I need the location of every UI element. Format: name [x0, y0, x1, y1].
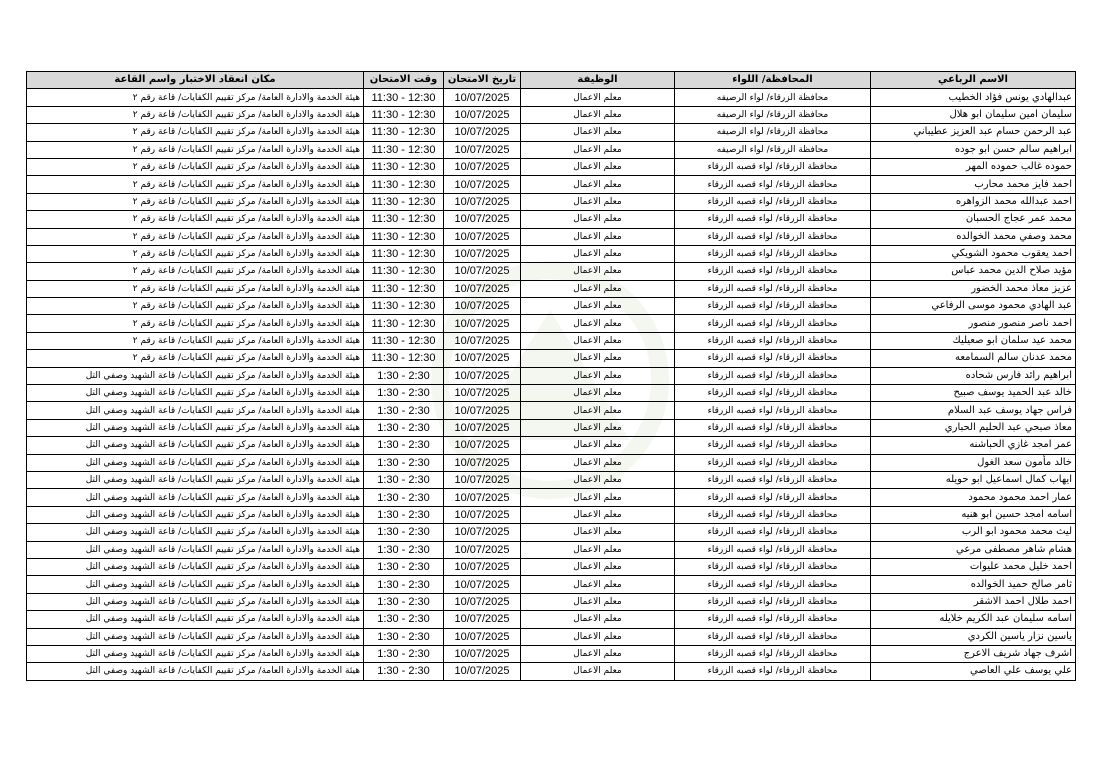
cell-governorate: محافظة الزرقاء/ لواء قصبه الزرقاء	[675, 211, 871, 228]
cell-time: 11:30 - 12:30	[364, 89, 444, 106]
cell-place: هيئة الخدمة والادارة العامة/ مركز تقييم الكفايات/ قاعة رقم ٢	[27, 263, 364, 280]
cell-place: هيئة الخدمة والادارة العامة/ مركز تقييم الكفايات/ قاعة رقم ٢	[27, 176, 364, 193]
table-row	[27, 332, 1076, 349]
cell-place: هيئة الخدمة والادارة العامة/ مركز تقييم الكفايات/ قاعة رقم ٢	[27, 245, 364, 262]
cell-time: 11:30 - 12:30	[364, 228, 444, 245]
cell-name: اسامه امجد حسين ابو هنيه	[871, 506, 1076, 523]
cell-date: 10/07/2025	[444, 471, 521, 488]
cell-date: 10/07/2025	[444, 663, 521, 680]
table-row	[27, 141, 1076, 158]
table-row	[27, 558, 1076, 575]
cell-name: معاذ صبحي عبد الحليم الحباري	[871, 419, 1076, 436]
cell-job: معلم الاعمال	[521, 350, 675, 367]
table-row	[27, 489, 1076, 506]
cell-time: 11:30 - 12:30	[364, 315, 444, 332]
cell-job: معلم الاعمال	[521, 489, 675, 506]
table-row	[27, 471, 1076, 488]
cell-date: 10/07/2025	[444, 593, 521, 610]
cell-time: 1:30 - 2:30	[364, 558, 444, 575]
cell-governorate: محافظة الزرقاء/ لواء قصبه الزرقاء	[675, 263, 871, 280]
cell-date: 10/07/2025	[444, 506, 521, 523]
cell-job: معلم الاعمال	[521, 332, 675, 349]
cell-governorate: محافظة الزرقاء/ لواء قصبه الزرقاء	[675, 576, 871, 593]
cell-name: ليث محمد محمود ابو الرب	[871, 524, 1076, 541]
cell-time: 11:30 - 12:30	[364, 193, 444, 210]
cell-job: معلم الاعمال	[521, 471, 675, 488]
cell-place: هيئة الخدمة والادارة العامة/ مركز تقييم الكفايات/ قاعة رقم ٢	[27, 298, 364, 315]
cell-date: 10/07/2025	[444, 541, 521, 558]
table-row	[27, 263, 1076, 280]
cell-time: 11:30 - 12:30	[364, 298, 444, 315]
table-row	[27, 593, 1076, 610]
cell-job: معلم الاعمال	[521, 280, 675, 297]
cell-job: معلم الاعمال	[521, 593, 675, 610]
table-row	[27, 211, 1076, 228]
cell-date: 10/07/2025	[444, 419, 521, 436]
cell-name: محمد وصفي محمد الخوالده	[871, 228, 1076, 245]
cell-time: 11:30 - 12:30	[364, 211, 444, 228]
cell-job: معلم الاعمال	[521, 628, 675, 645]
cell-time: 1:30 - 2:30	[364, 437, 444, 454]
cell-governorate: محافظة الزرقاء/ لواء قصبه الزرقاء	[675, 454, 871, 471]
table-row	[27, 437, 1076, 454]
cell-time: 1:30 - 2:30	[364, 628, 444, 645]
cell-name: مؤيد صلاح الدين محمد عباس	[871, 263, 1076, 280]
cell-place: هيئة الخدمة والادارة العامة/ مركز تقييم الكفايات/ قاعة رقم ٢	[27, 228, 364, 245]
cell-governorate: محافظة الزرقاء/ لواء قصبه الزرقاء	[675, 315, 871, 332]
cell-name: ياسين نزار ياسين الكردي	[871, 628, 1076, 645]
cell-date: 10/07/2025	[444, 176, 521, 193]
cell-governorate: محافظة الزرقاء/ لواء قصبه الزرقاء	[675, 419, 871, 436]
cell-date: 10/07/2025	[444, 454, 521, 471]
cell-governorate: محافظة الزرقاء/ لواء قصبه الزرقاء	[675, 193, 871, 210]
table-row	[27, 158, 1076, 175]
header-date: تاريخ الامتحان	[444, 72, 521, 89]
cell-governorate: محافظة الزرقاء/ لواء قصبه الزرقاء	[675, 298, 871, 315]
cell-name: علي يوسف علي العاصي	[871, 663, 1076, 680]
cell-governorate: محافظة الزرقاء/ لواء قصبه الزرقاء	[675, 489, 871, 506]
cell-date: 10/07/2025	[444, 489, 521, 506]
cell-place: هيئة الخدمة والادارة العامة/ مركز تقييم الكفايات/ قاعة الشهيد وصفي التل	[27, 524, 364, 541]
cell-job: معلم الاعمال	[521, 211, 675, 228]
table-header-row	[27, 72, 1076, 89]
cell-governorate: محافظة الزرقاء/ لواء قصبه الزرقاء	[675, 350, 871, 367]
exam-schedule-table	[26, 71, 1076, 681]
cell-name: احمد فايز محمد محارب	[871, 176, 1076, 193]
cell-name: عمر امجد غازي الحباشنه	[871, 437, 1076, 454]
cell-time: 11:30 - 12:30	[364, 158, 444, 175]
table-row	[27, 541, 1076, 558]
table-row	[27, 611, 1076, 628]
cell-name: ابراهيم سالم حسن ابو جوده	[871, 141, 1076, 158]
cell-place: هيئة الخدمة والادارة العامة/ مركز تقييم الكفايات/ قاعة الشهيد وصفي التل	[27, 558, 364, 575]
cell-governorate: محافظة الزرقاء/ لواء قصبه الزرقاء	[675, 245, 871, 262]
cell-time: 11:30 - 12:30	[364, 245, 444, 262]
cell-governorate: محافظة الزرقاء/ لواء قصبه الزرقاء	[675, 628, 871, 645]
cell-governorate: محافظة الزرقاء/ لواء قصبه الزرقاء	[675, 158, 871, 175]
cell-name: احمد طلال احمد الاشقر	[871, 593, 1076, 610]
table-row	[27, 402, 1076, 419]
cell-name: فراس جهاد يوسف عبد السلام	[871, 402, 1076, 419]
cell-job: معلم الاعمال	[521, 558, 675, 575]
cell-job: معلم الاعمال	[521, 437, 675, 454]
cell-date: 10/07/2025	[444, 228, 521, 245]
cell-name: ثامر صالح حميد الخوالده	[871, 576, 1076, 593]
cell-name: اشرف جهاد شريف الاعرج	[871, 645, 1076, 662]
cell-name: احمد خليل محمد عليوات	[871, 558, 1076, 575]
cell-time: 1:30 - 2:30	[364, 524, 444, 541]
table-row	[27, 228, 1076, 245]
cell-job: معلم الاعمال	[521, 245, 675, 262]
cell-time: 1:30 - 2:30	[364, 576, 444, 593]
cell-date: 10/07/2025	[444, 332, 521, 349]
cell-time: 1:30 - 2:30	[364, 489, 444, 506]
cell-place: هيئة الخدمة والادارة العامة/ مركز تقييم الكفايات/ قاعة الشهيد وصفي التل	[27, 628, 364, 645]
cell-governorate: محافظة الزرقاء/ لواء قصبه الزرقاء	[675, 645, 871, 662]
cell-place: هيئة الخدمة والادارة العامة/ مركز تقييم الكفايات/ قاعة الشهيد وصفي التل	[27, 471, 364, 488]
cell-place: هيئة الخدمة والادارة العامة/ مركز تقييم الكفايات/ قاعة الشهيد وصفي التل	[27, 645, 364, 662]
cell-date: 10/07/2025	[444, 558, 521, 575]
cell-date: 10/07/2025	[444, 89, 521, 106]
table-row	[27, 419, 1076, 436]
cell-job: معلم الاعمال	[521, 124, 675, 141]
cell-job: معلم الاعمال	[521, 141, 675, 158]
cell-governorate: محافظة الزرقاء/ لواء قصبه الزرقاء	[675, 593, 871, 610]
cell-place: هيئة الخدمة والادارة العامة/ مركز تقييم الكفايات/ قاعة الشهيد وصفي التل	[27, 437, 364, 454]
cell-job: معلم الاعمال	[521, 402, 675, 419]
cell-governorate: محافظة الزرقاء/ لواء قصبه الزرقاء	[675, 332, 871, 349]
cell-date: 10/07/2025	[444, 350, 521, 367]
cell-name: عبد الرحمن حسام عبد العزيز عطيباني	[871, 124, 1076, 141]
table-row	[27, 298, 1076, 315]
cell-date: 10/07/2025	[444, 315, 521, 332]
cell-name: ايهاب كمال اسماعيل ابو حويله	[871, 471, 1076, 488]
cell-place: هيئة الخدمة والادارة العامة/ مركز تقييم الكفايات/ قاعة رقم ٢	[27, 106, 364, 123]
cell-name: حموده غالب حموده المهر	[871, 158, 1076, 175]
cell-governorate: محافظة الزرقاء/ لواء الرصيفه	[675, 124, 871, 141]
cell-governorate: محافظة الزرقاء/ لواء قصبه الزرقاء	[675, 506, 871, 523]
cell-job: معلم الاعمال	[521, 645, 675, 662]
cell-place: هيئة الخدمة والادارة العامة/ مركز تقييم الكفايات/ قاعة الشهيد وصفي التل	[27, 454, 364, 471]
header-governorate: المحافظة/ اللواء	[675, 72, 871, 89]
cell-time: 11:30 - 12:30	[364, 141, 444, 158]
table-row	[27, 524, 1076, 541]
cell-governorate: محافظة الزرقاء/ لواء قصبه الزرقاء	[675, 558, 871, 575]
cell-governorate: محافظة الزرقاء/ لواء الرصيفه	[675, 106, 871, 123]
cell-place: هيئة الخدمة والادارة العامة/ مركز تقييم الكفايات/ قاعة رقم ٢	[27, 315, 364, 332]
cell-time: 11:30 - 12:30	[364, 106, 444, 123]
cell-time: 1:30 - 2:30	[364, 385, 444, 402]
table-row	[27, 506, 1076, 523]
cell-governorate: محافظة الزرقاء/ لواء قصبه الزرقاء	[675, 176, 871, 193]
cell-name: عزيز معاذ محمد الخضور	[871, 280, 1076, 297]
cell-date: 10/07/2025	[444, 367, 521, 384]
cell-name: خالد مأمون سعد الغول	[871, 454, 1076, 471]
cell-governorate: محافظة الزرقاء/ لواء قصبه الزرقاء	[675, 663, 871, 680]
cell-governorate: محافظة الزرقاء/ لواء الرصيفه	[675, 141, 871, 158]
header-time: وقت الامتحان	[364, 72, 444, 89]
cell-governorate: محافظة الزرقاء/ لواء قصبه الزرقاء	[675, 524, 871, 541]
header-job: الوظيفة	[521, 72, 675, 89]
cell-governorate: محافظة الزرقاء/ لواء الرصيفه	[675, 89, 871, 106]
cell-job: معلم الاعمال	[521, 576, 675, 593]
cell-place: هيئة الخدمة والادارة العامة/ مركز تقييم الكفايات/ قاعة الشهيد وصفي التل	[27, 402, 364, 419]
table-row	[27, 176, 1076, 193]
cell-name: احمد يعقوب محمود الشويكي	[871, 245, 1076, 262]
cell-place: هيئة الخدمة والادارة العامة/ مركز تقييم الكفايات/ قاعة رقم ٢	[27, 193, 364, 210]
cell-date: 10/07/2025	[444, 158, 521, 175]
cell-place: هيئة الخدمة والادارة العامة/ مركز تقييم الكفايات/ قاعة الشهيد وصفي التل	[27, 419, 364, 436]
cell-name: عبد الهادي محمود موسى الرفاعي	[871, 298, 1076, 315]
cell-time: 1:30 - 2:30	[364, 367, 444, 384]
cell-time: 1:30 - 2:30	[364, 506, 444, 523]
cell-governorate: محافظة الزرقاء/ لواء قصبه الزرقاء	[675, 367, 871, 384]
cell-date: 10/07/2025	[444, 524, 521, 541]
cell-date: 10/07/2025	[444, 576, 521, 593]
cell-date: 10/07/2025	[444, 611, 521, 628]
cell-name: اسامه سليمان عبد الكريم خلايله	[871, 611, 1076, 628]
cell-time: 11:30 - 12:30	[364, 263, 444, 280]
cell-governorate: محافظة الزرقاء/ لواء قصبه الزرقاء	[675, 437, 871, 454]
cell-governorate: محافظة الزرقاء/ لواء قصبه الزرقاء	[675, 541, 871, 558]
cell-job: معلم الاعمال	[521, 158, 675, 175]
cell-governorate: محافظة الزرقاء/ لواء قصبه الزرقاء	[675, 611, 871, 628]
cell-time: 1:30 - 2:30	[364, 593, 444, 610]
cell-place: هيئة الخدمة والادارة العامة/ مركز تقييم الكفايات/ قاعة رقم ٢	[27, 211, 364, 228]
cell-place: هيئة الخدمة والادارة العامة/ مركز تقييم الكفايات/ قاعة الشهيد وصفي التل	[27, 385, 364, 402]
cell-time: 11:30 - 12:30	[364, 332, 444, 349]
cell-job: معلم الاعمال	[521, 524, 675, 541]
cell-job: معلم الاعمال	[521, 454, 675, 471]
table-row	[27, 385, 1076, 402]
cell-job: معلم الاعمال	[521, 89, 675, 106]
cell-place: هيئة الخدمة والادارة العامة/ مركز تقييم الكفايات/ قاعة الشهيد وصفي التل	[27, 489, 364, 506]
cell-time: 1:30 - 2:30	[364, 541, 444, 558]
cell-name: محمد عدنان سالم السمامعه	[871, 350, 1076, 367]
cell-name: خالد عبد الحميد يوسف صبيح	[871, 385, 1076, 402]
table-row	[27, 89, 1076, 106]
cell-place: هيئة الخدمة والادارة العامة/ مركز تقييم الكفايات/ قاعة رقم ٢	[27, 141, 364, 158]
cell-governorate: محافظة الزرقاء/ لواء قصبه الزرقاء	[675, 402, 871, 419]
header-place: مكان انعقاد الاختبار واسم القاعة	[27, 72, 364, 89]
cell-job: معلم الاعمال	[521, 419, 675, 436]
cell-governorate: محافظة الزرقاء/ لواء قصبه الزرقاء	[675, 228, 871, 245]
cell-job: معلم الاعمال	[521, 541, 675, 558]
cell-place: هيئة الخدمة والادارة العامة/ مركز تقييم الكفايات/ قاعة رقم ٢	[27, 280, 364, 297]
cell-place: هيئة الخدمة والادارة العامة/ مركز تقييم الكفايات/ قاعة رقم ٢	[27, 89, 364, 106]
cell-place: هيئة الخدمة والادارة العامة/ مركز تقييم الكفايات/ قاعة الشهيد وصفي التل	[27, 541, 364, 558]
cell-job: معلم الاعمال	[521, 176, 675, 193]
cell-governorate: محافظة الزرقاء/ لواء قصبه الزرقاء	[675, 280, 871, 297]
cell-date: 10/07/2025	[444, 645, 521, 662]
cell-place: هيئة الخدمة والادارة العامة/ مركز تقييم الكفايات/ قاعة الشهيد وصفي التل	[27, 593, 364, 610]
table-row	[27, 576, 1076, 593]
cell-job: معلم الاعمال	[521, 663, 675, 680]
table-row	[27, 106, 1076, 123]
cell-date: 10/07/2025	[444, 245, 521, 262]
cell-time: 1:30 - 2:30	[364, 454, 444, 471]
cell-name: عمار احمد محمود محمود	[871, 489, 1076, 506]
cell-time: 1:30 - 2:30	[364, 611, 444, 628]
cell-time: 11:30 - 12:30	[364, 176, 444, 193]
cell-date: 10/07/2025	[444, 280, 521, 297]
table-row	[27, 367, 1076, 384]
cell-name: ابراهيم رائد فارس شحاده	[871, 367, 1076, 384]
cell-date: 10/07/2025	[444, 106, 521, 123]
cell-job: معلم الاعمال	[521, 367, 675, 384]
cell-time: 1:30 - 2:30	[364, 419, 444, 436]
cell-name: سليمان امين سليمان ابو هلال	[871, 106, 1076, 123]
cell-place: هيئة الخدمة والادارة العامة/ مركز تقييم الكفايات/ قاعة رقم ٢	[27, 124, 364, 141]
cell-date: 10/07/2025	[444, 141, 521, 158]
cell-name: احمد عبدالله محمد الزواهره	[871, 193, 1076, 210]
table-row	[27, 645, 1076, 662]
cell-date: 10/07/2025	[444, 402, 521, 419]
cell-time: 1:30 - 2:30	[364, 645, 444, 662]
cell-job: معلم الاعمال	[521, 228, 675, 245]
cell-job: معلم الاعمال	[521, 298, 675, 315]
cell-date: 10/07/2025	[444, 628, 521, 645]
cell-job: معلم الاعمال	[521, 385, 675, 402]
cell-time: 1:30 - 2:30	[364, 663, 444, 680]
cell-name: محمد عيد سلمان ابو صعيليك	[871, 332, 1076, 349]
cell-place: هيئة الخدمة والادارة العامة/ مركز تقييم الكفايات/ قاعة الشهيد وصفي التل	[27, 506, 364, 523]
table-row	[27, 663, 1076, 680]
cell-name: احمد ناصر منصور منصور	[871, 315, 1076, 332]
cell-name: هشام شاهر مصطفى مرعي	[871, 541, 1076, 558]
table-row	[27, 628, 1076, 645]
cell-time: 11:30 - 12:30	[364, 280, 444, 297]
cell-place: هيئة الخدمة والادارة العامة/ مركز تقييم الكفايات/ قاعة الشهيد وصفي التل	[27, 576, 364, 593]
cell-place: هيئة الخدمة والادارة العامة/ مركز تقييم الكفايات/ قاعة الشهيد وصفي التل	[27, 663, 364, 680]
cell-date: 10/07/2025	[444, 437, 521, 454]
cell-job: معلم الاعمال	[521, 611, 675, 628]
cell-date: 10/07/2025	[444, 193, 521, 210]
cell-time: 11:30 - 12:30	[364, 350, 444, 367]
cell-job: معلم الاعمال	[521, 263, 675, 280]
cell-date: 10/07/2025	[444, 124, 521, 141]
cell-name: محمد عمر عجاج الحسبان	[871, 211, 1076, 228]
cell-time: 11:30 - 12:30	[364, 124, 444, 141]
cell-date: 10/07/2025	[444, 385, 521, 402]
cell-job: معلم الاعمال	[521, 315, 675, 332]
table-row	[27, 193, 1076, 210]
header-name: الاسم الرباعي	[871, 72, 1076, 89]
table-row	[27, 454, 1076, 471]
cell-job: معلم الاعمال	[521, 106, 675, 123]
table-row	[27, 280, 1076, 297]
cell-time: 1:30 - 2:30	[364, 402, 444, 419]
table-row	[27, 350, 1076, 367]
table-row	[27, 124, 1076, 141]
cell-date: 10/07/2025	[444, 211, 521, 228]
cell-governorate: محافظة الزرقاء/ لواء قصبه الزرقاء	[675, 385, 871, 402]
cell-place: هيئة الخدمة والادارة العامة/ مركز تقييم الكفايات/ قاعة الشهيد وصفي التل	[27, 367, 364, 384]
cell-place: هيئة الخدمة والادارة العامة/ مركز تقييم الكفايات/ قاعة رقم ٢	[27, 158, 364, 175]
cell-name: عبدالهادي يونس فؤاد الخطيب	[871, 89, 1076, 106]
table-row	[27, 315, 1076, 332]
cell-time: 1:30 - 2:30	[364, 471, 444, 488]
cell-place: هيئة الخدمة والادارة العامة/ مركز تقييم الكفايات/ قاعة رقم ٢	[27, 350, 364, 367]
cell-place: هيئة الخدمة والادارة العامة/ مركز تقييم الكفايات/ قاعة رقم ٢	[27, 332, 364, 349]
cell-date: 10/07/2025	[444, 298, 521, 315]
cell-job: معلم الاعمال	[521, 506, 675, 523]
cell-job: معلم الاعمال	[521, 193, 675, 210]
table-row	[27, 245, 1076, 262]
cell-date: 10/07/2025	[444, 263, 521, 280]
cell-place: هيئة الخدمة والادارة العامة/ مركز تقييم الكفايات/ قاعة الشهيد وصفي التل	[27, 611, 364, 628]
cell-governorate: محافظة الزرقاء/ لواء قصبه الزرقاء	[675, 471, 871, 488]
